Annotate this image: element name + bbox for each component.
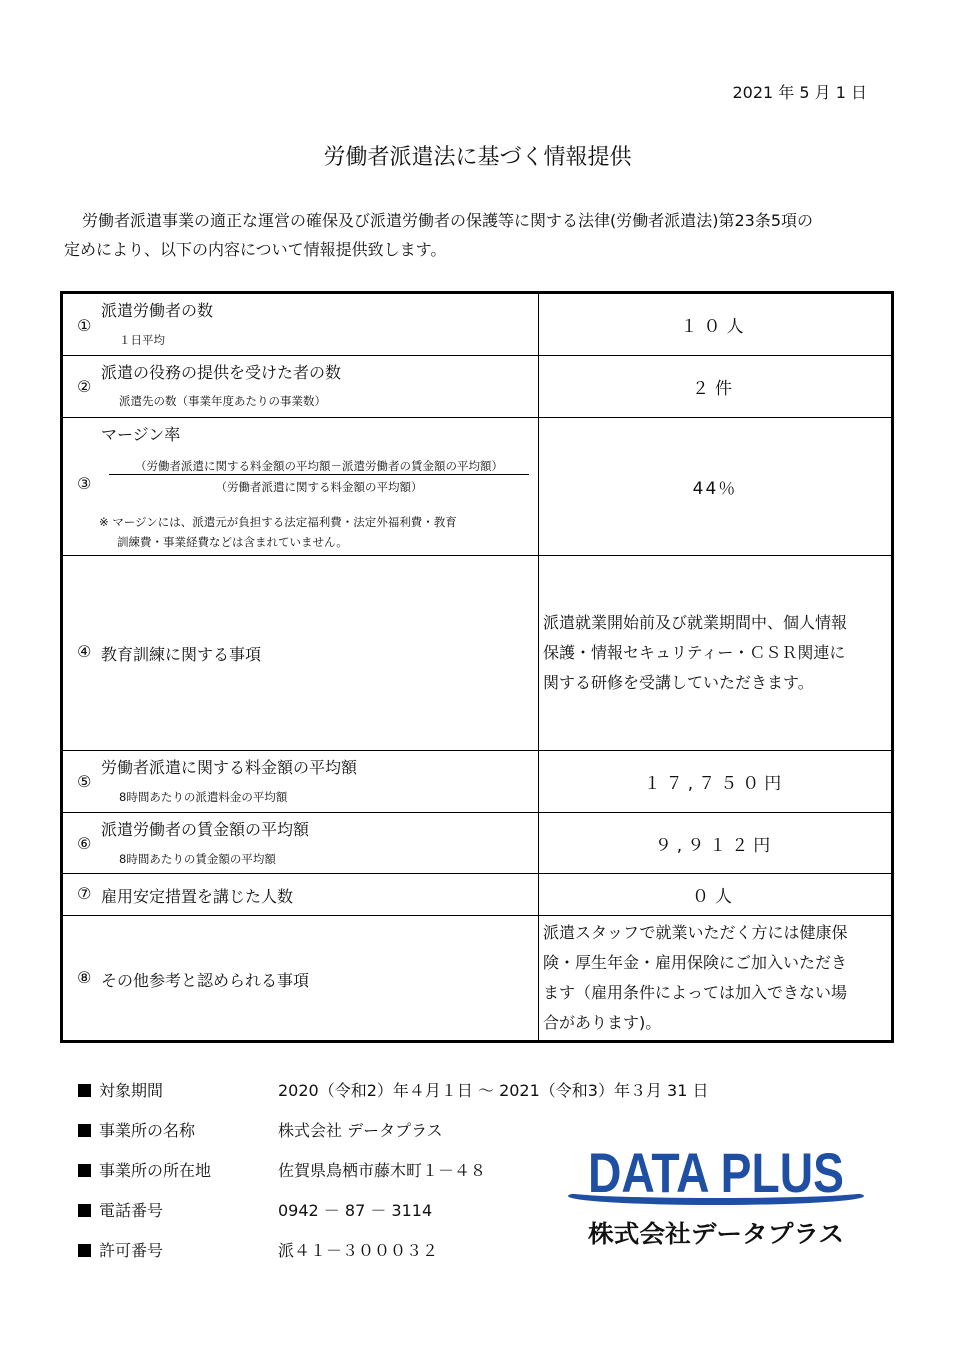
table-row-4 bbox=[63, 556, 891, 751]
info-value: 2020（令和2）年４月１日 〜 2021（令和3）年３月 31 日 bbox=[278, 1081, 709, 1100]
row-label: 派遣の役務の提供を受けた者の数 bbox=[101, 363, 342, 382]
fraction-bar bbox=[109, 474, 529, 475]
row-number: ① bbox=[77, 316, 92, 335]
value-line: 険・厚生年金・雇用保険にご加入いただき bbox=[543, 953, 848, 972]
row-label: 教育訓練に関する事項 bbox=[101, 645, 262, 664]
row-value: ２件 bbox=[692, 379, 738, 399]
row-value: ９,９１２円 bbox=[654, 835, 776, 856]
logo-wordmark: DATA PLUS bbox=[588, 1141, 844, 1204]
info-value: 株式会社 データプラス bbox=[278, 1121, 443, 1140]
row-label: 労働者派遣に関する料金額の平均額 bbox=[101, 758, 358, 777]
intro-line-1: 労働者派遣事業の適正な運営の確保及び派遣労働者の保護等に関する法律(労働者派遣法)第23条5項の bbox=[82, 211, 814, 230]
row-label: 雇用安定措置を講じた人数 bbox=[101, 887, 294, 906]
table-row-1 bbox=[63, 294, 891, 356]
row-value bbox=[539, 916, 891, 1040]
value-line: 派遣就業開始前及び就業期間中、個人情報 bbox=[543, 613, 848, 632]
row-number: ⑧ bbox=[77, 968, 92, 987]
table-row-5 bbox=[63, 751, 891, 813]
row-number: ④ bbox=[77, 642, 92, 661]
row-value: １７,７５０円 bbox=[643, 774, 787, 794]
intro-line-2: 定めにより、以下の内容について情報提供致します。 bbox=[64, 240, 447, 259]
info-value: 佐賀県鳥栖市藤木町１－４８ bbox=[278, 1161, 487, 1180]
info-table bbox=[60, 291, 894, 1043]
row-sublabel: 派遣先の数（事業年度あたりの事業数） bbox=[119, 394, 326, 408]
row-number: ⑦ bbox=[77, 884, 92, 903]
data-plus-logo bbox=[566, 1138, 866, 1258]
value-line: 派遣スタッフで就業いただく方には健康保 bbox=[543, 923, 848, 942]
row-label: マージン率 bbox=[101, 425, 181, 444]
row-label: 派遣労働者の数 bbox=[101, 301, 214, 320]
document-date: 2021 年 5 月 1 日 bbox=[732, 83, 867, 102]
margin-note-line-2: 訓練費・事業経費などは含まれていません。 bbox=[117, 535, 348, 549]
row-sublabel: １日平均 bbox=[119, 333, 165, 347]
table-row-3 bbox=[63, 418, 891, 556]
margin-formula-denominator: （労働者派遣に関する料金額の平均額） bbox=[215, 480, 423, 494]
value-line: ます（雇用条件によっては加入できない場 bbox=[543, 983, 848, 1002]
info-key: 事業所の名称 bbox=[99, 1121, 196, 1140]
info-value: 0942 － 87 － 3114 bbox=[278, 1201, 433, 1220]
row-sublabel: 8時間あたりの派遣料金の平均額 bbox=[119, 790, 288, 804]
table-row-6 bbox=[63, 813, 891, 874]
bullet-square-icon bbox=[78, 1204, 91, 1217]
table-row-7 bbox=[63, 874, 891, 916]
info-key: 電話番号 bbox=[99, 1201, 164, 1220]
value-line: 保護・情報セキュリティー・ＣＳＲ関連に bbox=[543, 643, 846, 662]
row-label: 派遣労働者の賃金額の平均額 bbox=[101, 820, 310, 839]
info-key: 事業所の所在地 bbox=[99, 1161, 212, 1180]
row-sublabel: 8時間あたりの賃金額の平均額 bbox=[119, 852, 276, 866]
row-value: １０人 bbox=[680, 317, 750, 337]
row-value: ０人 bbox=[692, 887, 738, 907]
intro-paragraph bbox=[64, 206, 894, 264]
margin-formula-numerator: （労働者派遣に関する料金額の平均額－派遣労働者の賃金額の平均額） bbox=[135, 459, 503, 473]
row-number: ⑥ bbox=[77, 834, 92, 853]
row-value: 44％ bbox=[692, 479, 738, 499]
bullet-square-icon bbox=[78, 1244, 91, 1257]
document-title: 労働者派遣法に基づく情報提供 bbox=[323, 145, 632, 170]
info-key: 対象期間 bbox=[99, 1081, 164, 1100]
row-value bbox=[539, 556, 891, 750]
table-row-2 bbox=[63, 356, 891, 418]
margin-note bbox=[99, 512, 457, 552]
bullet-square-icon bbox=[78, 1084, 91, 1097]
bullet-square-icon bbox=[78, 1164, 91, 1177]
row-number: ③ bbox=[77, 474, 92, 493]
info-value: 派４１－３０００３２ bbox=[278, 1241, 439, 1260]
value-line: 関する研修を受講していただきます。 bbox=[543, 673, 814, 692]
row-label: その他参考と認められる事項 bbox=[101, 971, 310, 990]
table-row-8 bbox=[63, 916, 891, 1040]
row-number: ② bbox=[77, 377, 92, 396]
margin-note-line-1: ※ マージンには、派遣元が負担する法定福利費・法定外福利費・教育 bbox=[99, 515, 457, 529]
logo-company-name: 株式会社データプラス bbox=[588, 1220, 844, 1248]
info-key: 許可番号 bbox=[99, 1241, 164, 1260]
bullet-square-icon bbox=[78, 1124, 91, 1137]
row-number: ⑤ bbox=[77, 772, 92, 791]
value-line: 合があります)。 bbox=[543, 1013, 662, 1032]
info-row-period bbox=[78, 1076, 709, 1116]
